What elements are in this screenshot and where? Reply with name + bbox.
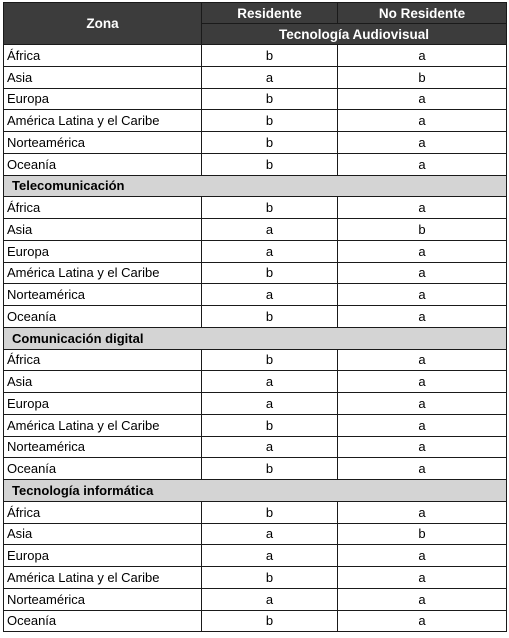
non-resident-cell: b — [338, 523, 507, 545]
resident-cell: b — [202, 501, 338, 523]
non-resident-cell: a — [338, 458, 507, 480]
non-resident-cell: a — [338, 88, 507, 110]
table-row — [4, 45, 507, 67]
table-row — [4, 153, 507, 175]
zone-cell: Norteamérica — [4, 436, 202, 458]
resident-cell: b — [202, 262, 338, 284]
non-resident-cell: a — [338, 393, 507, 415]
resident-cell: b — [202, 306, 338, 328]
zone-cell: África — [4, 197, 202, 219]
zone-cell: África — [4, 501, 202, 523]
resident-cell: a — [202, 66, 338, 88]
section-header-row — [4, 175, 507, 197]
resident-cell: a — [202, 393, 338, 415]
resident-cell: b — [202, 349, 338, 371]
resident-cell: b — [202, 414, 338, 436]
table-row — [4, 414, 507, 436]
non-resident-cell: b — [338, 219, 507, 241]
zone-cell: América Latina y el Caribe — [4, 110, 202, 132]
table-row — [4, 66, 507, 88]
non-resident-cell: a — [338, 262, 507, 284]
resident-cell: a — [202, 436, 338, 458]
zone-cell: África — [4, 349, 202, 371]
table-row — [4, 110, 507, 132]
resident-cell: a — [202, 371, 338, 393]
non-resident-column-header: No Residente — [338, 3, 507, 24]
section-title: Telecomunicación — [4, 175, 507, 197]
resident-cell: b — [202, 110, 338, 132]
table-header — [4, 3, 507, 45]
zone-cell: Asia — [4, 371, 202, 393]
zone-cell: Oceanía — [4, 306, 202, 328]
non-resident-cell: a — [338, 349, 507, 371]
section-title: Comunicación digital — [4, 327, 507, 349]
table-row — [4, 262, 507, 284]
section-header-row — [4, 327, 507, 349]
resident-cell: a — [202, 284, 338, 306]
zone-cell: Europa — [4, 393, 202, 415]
table-row — [4, 371, 507, 393]
zone-cell: Norteamérica — [4, 132, 202, 154]
table-row — [4, 197, 507, 219]
non-resident-cell: a — [338, 588, 507, 610]
non-resident-cell: a — [338, 197, 507, 219]
non-resident-cell: a — [338, 284, 507, 306]
zone-cell: Europa — [4, 545, 202, 567]
non-resident-cell: a — [338, 45, 507, 67]
non-resident-cell: a — [338, 545, 507, 567]
table-row — [4, 501, 507, 523]
zone-cell: Asia — [4, 219, 202, 241]
resident-cell: a — [202, 240, 338, 262]
zone-cell: Norteamérica — [4, 284, 202, 306]
non-resident-cell: a — [338, 610, 507, 632]
resident-cell: a — [202, 523, 338, 545]
resident-cell: b — [202, 197, 338, 219]
resident-cell: b — [202, 458, 338, 480]
table-row — [4, 610, 507, 632]
resident-column-header: Residente — [202, 3, 338, 24]
non-resident-cell: a — [338, 240, 507, 262]
resident-cell: b — [202, 567, 338, 589]
non-resident-cell: a — [338, 501, 507, 523]
table-body — [4, 45, 507, 632]
non-resident-cell: a — [338, 436, 507, 458]
table-row — [4, 567, 507, 589]
table-row — [4, 436, 507, 458]
table-row — [4, 349, 507, 371]
zone-column-header: Zona — [4, 3, 202, 45]
non-resident-cell: a — [338, 132, 507, 154]
resident-cell: a — [202, 545, 338, 567]
zone-cell: Norteamérica — [4, 588, 202, 610]
non-resident-cell: a — [338, 414, 507, 436]
resident-cell: b — [202, 45, 338, 67]
table-row — [4, 523, 507, 545]
table-row — [4, 458, 507, 480]
table-row — [4, 132, 507, 154]
table-row — [4, 545, 507, 567]
zone-cell: Oceanía — [4, 458, 202, 480]
zone-cell: África — [4, 45, 202, 67]
table-row — [4, 219, 507, 241]
section-title: Tecnología informática — [4, 480, 507, 502]
table-row — [4, 306, 507, 328]
non-resident-cell: a — [338, 110, 507, 132]
non-resident-cell: a — [338, 306, 507, 328]
section-header-audiovisual: Tecnología Audiovisual — [202, 24, 507, 45]
zone-cell: Asia — [4, 523, 202, 545]
resident-cell: b — [202, 132, 338, 154]
table-row — [4, 88, 507, 110]
non-resident-cell: b — [338, 66, 507, 88]
results-table — [3, 2, 507, 632]
table-row — [4, 393, 507, 415]
non-resident-cell: a — [338, 371, 507, 393]
zone-cell: Oceanía — [4, 153, 202, 175]
table-row — [4, 240, 507, 262]
resident-cell: b — [202, 88, 338, 110]
non-resident-cell: a — [338, 567, 507, 589]
resident-cell: a — [202, 219, 338, 241]
section-header-row — [4, 480, 507, 502]
zone-cell: Europa — [4, 88, 202, 110]
zone-cell: América Latina y el Caribe — [4, 414, 202, 436]
zone-cell: Asia — [4, 66, 202, 88]
resident-cell: b — [202, 610, 338, 632]
resident-cell: b — [202, 153, 338, 175]
zone-cell: Oceanía — [4, 610, 202, 632]
zone-cell: América Latina y el Caribe — [4, 567, 202, 589]
non-resident-cell: a — [338, 153, 507, 175]
resident-cell: a — [202, 588, 338, 610]
zone-cell: América Latina y el Caribe — [4, 262, 202, 284]
table-row — [4, 284, 507, 306]
table-row — [4, 588, 507, 610]
zone-cell: Europa — [4, 240, 202, 262]
